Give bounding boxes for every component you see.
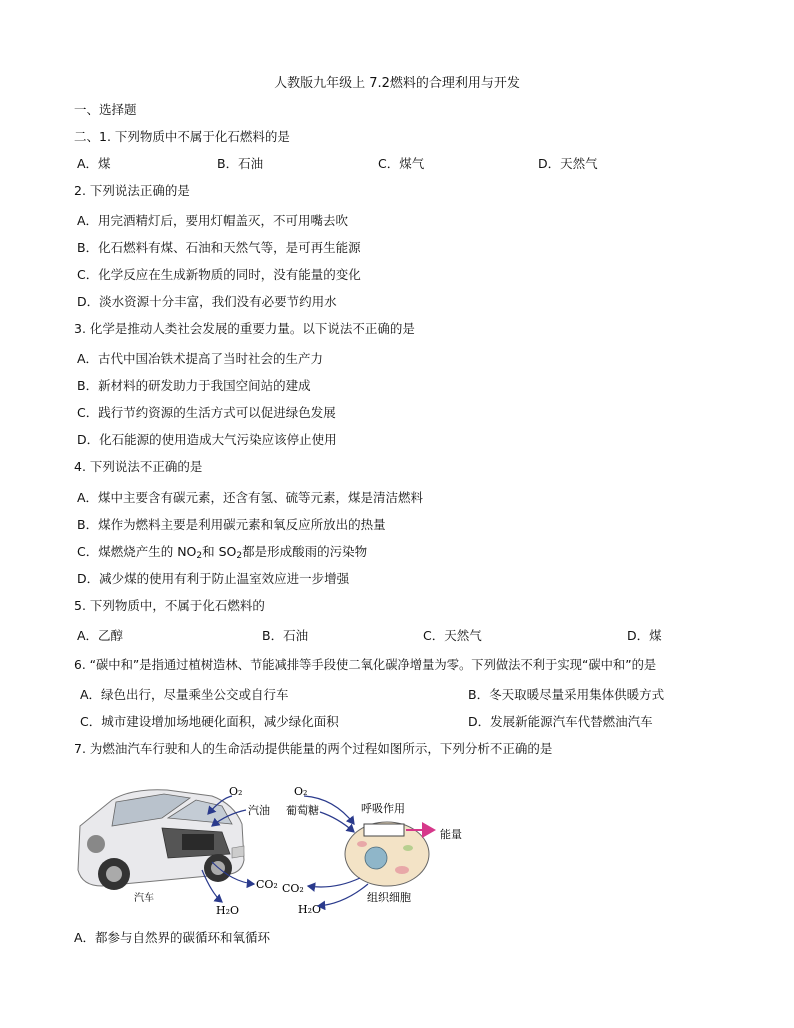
q7-option-a: A．都参与自然界的碳循环和氧循环 <box>74 930 271 945</box>
q1-option-c: C．煤气 <box>378 156 425 171</box>
car-co2-label: CO₂ <box>256 878 278 891</box>
q6-option-b: B．冬天取暖尽量采用集体供暖方式 <box>468 687 665 702</box>
q2-option-c: C．化学反应在生成新物质的同时，没有能量的变化 <box>77 267 361 282</box>
car-illustration <box>78 790 244 890</box>
q6-option-c: C．城市建设增加场地硬化面积，减少绿化面积 <box>80 714 339 729</box>
cell-label: 组织细胞 <box>367 891 411 904</box>
section-heading: 一、选择题 <box>74 102 137 117</box>
q4-option-b: B．煤作为燃料主要是利用碳元素和氧反应所放出的热量 <box>77 517 386 532</box>
q3-option-a: A．古代中国冶铁术提高了当时社会的生产力 <box>77 351 324 366</box>
q3-option-c: C．践行节约资源的生活方式可以促进绿色发展 <box>77 405 336 420</box>
q4-option-a: A．煤中主要含有碳元素，还含有氢、硫等元素，煤是清洁燃料 <box>77 490 424 505</box>
q2-option-d: D．淡水资源十分丰富，我们没有必要节约用水 <box>77 294 337 309</box>
q3-option-d: D．化石能源的使用造成大气污染应该停止使用 <box>77 432 337 447</box>
q5-option-d: D．煤 <box>627 628 662 643</box>
cell-h2o-label: H₂O <box>298 903 322 916</box>
car-label: 汽车 <box>134 893 154 904</box>
energy-label: 能量 <box>440 828 462 841</box>
car-o2-label: O₂ <box>229 785 243 798</box>
q5-option-c: C．天然气 <box>423 628 482 643</box>
cell-o2-label: O₂ <box>294 785 308 798</box>
q5-option-a: A．乙醇 <box>77 628 124 643</box>
glucose-to-cell-arrow <box>320 812 354 832</box>
cell-co2-label: CO₂ <box>282 882 304 895</box>
energy-process-figure <box>72 774 492 919</box>
q1-option-b: B．石油 <box>217 156 264 171</box>
page-title: 人教版九年级上 7.2燃料的合理利用与开发 <box>274 76 520 91</box>
q2-option-a: A．用完酒精灯后，要用灯帽盖灭，不可用嘴去吹 <box>77 213 349 228</box>
q1-option-a: A．煤 <box>77 156 111 171</box>
question-5-stem: 5. 下列物质中，不属于化石燃料的 <box>74 598 265 613</box>
car-h2o-label: H₂O <box>216 904 240 917</box>
cell-illustration <box>345 822 429 886</box>
q6-option-a: A．绿色出行，尽量乘坐公交或自行车 <box>80 687 289 702</box>
q6-option-d: D．发展新能源汽车代替燃油汽车 <box>468 714 653 729</box>
question-2-stem: 2. 下列说法正确的是 <box>74 183 190 198</box>
question-1-stem: 二、1. 下列物质中不属于化石燃料的是 <box>74 129 290 144</box>
q5-option-b: B．石油 <box>262 628 309 643</box>
question-7-stem: 7. 为燃油汽车行驶和人的生命活动提供能量的两个过程如图所示，下列分析不正确的是 <box>74 741 553 756</box>
question-4-stem: 4. 下列说法不正确的是 <box>74 459 203 474</box>
question-6-stem: 6. “碳中和”是指通过植树造林、节能减排等手段使二氧化碳净增量为零。下列做法不利于实现“碳中和”的是 <box>74 658 657 672</box>
figure-svg <box>72 774 492 919</box>
q4-option-d: D．减少煤的使用有利于防止温室效应进一步增强 <box>77 571 350 586</box>
q1-option-d: D．天然气 <box>538 156 598 171</box>
respiration-label: 呼吸作用 <box>361 802 405 815</box>
question-3-stem: 3. 化学是推动人类社会发展的重要力量。以下说法不正确的是 <box>74 321 415 336</box>
q3-option-b: B．新材料的研发助力于我国空间站的建成 <box>77 378 311 393</box>
cell-co2-arrow <box>308 878 360 887</box>
glucose-label: 葡萄糖 <box>286 804 319 817</box>
fuel-label: 汽油 <box>248 804 270 817</box>
q2-option-b: B．化石燃料有煤、石油和天然气等，是可再生能源 <box>77 240 361 255</box>
q4-option-c: C．煤燃烧产生的 $NO_2$和 $SO_2$都是形成酸雨的污染物 <box>77 544 368 561</box>
